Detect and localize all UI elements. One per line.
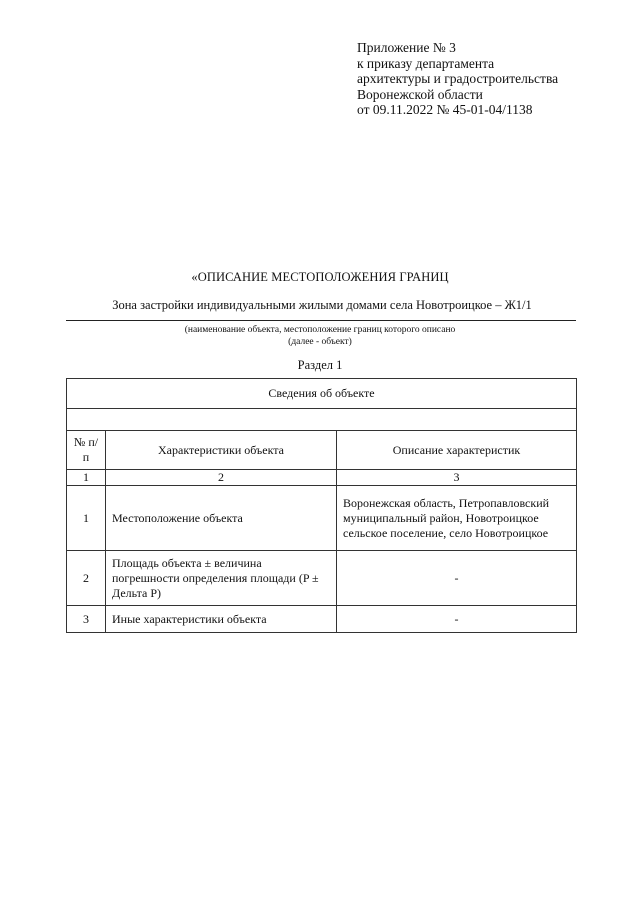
table-index-row [67,470,577,486]
object-name-underline [66,320,576,321]
header-characteristics: Характеристики объекта [106,431,337,470]
table-header-row [67,431,577,470]
table-row [67,551,577,606]
table-row [67,606,577,633]
index-cell: 1 [67,470,106,486]
row-description: - [337,551,577,606]
appendix-line: Приложение № 3 [357,40,456,55]
row-description: - [337,606,577,633]
row-description: Воронежская область, Петропавловский муниципальный район, Новотроицкое сельское поселение, село Новотроицкое [337,486,577,551]
row-characteristic: Иные характеристики объекта [106,606,337,633]
row-characteristic: Площадь объекта ± величина погрешности определения площади (P ± Дельта P) [106,551,337,606]
header-num-label: № п/п [73,435,99,464]
section-title: Раздел 1 [297,358,343,372]
appendix-line: Воронежской области [357,86,483,102]
appendix-line: к приказу департамента [357,55,495,71]
object-name: Зона застройки индивидуальными жилыми домами села Новотроицкое – Ж1/1 [112,298,532,312]
table-empty-row [67,409,577,431]
object-name-caption [0,324,640,348]
table-empty-cell [67,409,577,431]
index-cell: 3 [337,470,577,486]
row-num: 3 [67,606,106,633]
table-heading-row [67,379,577,409]
appendix-line: архитектуры и градостроительства [357,71,559,86]
table-row [67,486,577,551]
row-num: 1 [67,486,106,551]
row-num: 2 [67,551,106,606]
header-num [67,431,106,470]
appendix-line: от 09.11.2022 № 45-01-04/1138 [357,102,533,117]
caption-line: (далее - объект) [288,337,352,347]
caption-line: (наименование объекта, местоположение границ которого описано [184,325,456,335]
appendix-block [357,40,558,118]
header-description: Описание характеристик [337,431,577,470]
object-info-table [66,378,577,633]
row-characteristic: Местоположение объекта [106,486,337,551]
document-title: «ОПИСАНИЕ МЕСТОПОЛОЖЕНИЯ ГРАНИЦ [191,270,449,284]
table-heading: Сведения об объекте [67,379,577,409]
index-cell: 2 [106,470,337,486]
